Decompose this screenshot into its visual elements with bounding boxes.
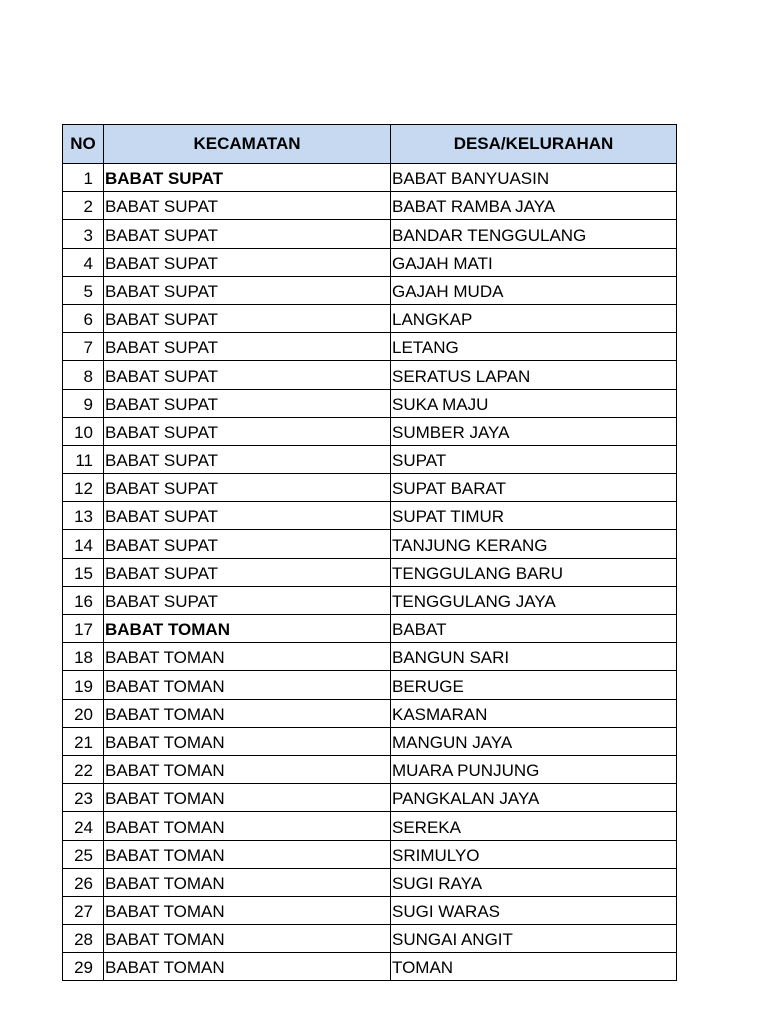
desa-cell: BERUGE [391,671,677,699]
row-number: 27 [63,896,104,924]
row-number: 10 [63,417,104,445]
table-row [63,727,677,755]
kecamatan-cell: BABAT SUPAT [104,192,391,220]
kecamatan-cell: BABAT SUPAT [104,558,391,586]
desa-cell: LANGKAP [391,304,677,332]
desa-cell: MUARA PUNJUNG [391,755,677,783]
kecamatan-cell: BABAT SUPAT [104,333,391,361]
desa-cell: SUGI WARAS [391,896,677,924]
table-row [63,389,677,417]
kecamatan-cell: BABAT TOMAN [104,615,391,643]
table-row [63,586,677,614]
row-number: 13 [63,502,104,530]
desa-cell: SRIMULYO [391,840,677,868]
table-row [63,896,677,924]
village-table [62,124,677,981]
table-row [63,445,677,473]
row-number: 2 [63,192,104,220]
table-row [63,671,677,699]
table-body [63,164,677,981]
desa-cell: BABAT [391,615,677,643]
row-number: 15 [63,558,104,586]
desa-cell: LETANG [391,333,677,361]
row-number: 14 [63,530,104,558]
kecamatan-cell: BABAT SUPAT [104,164,391,192]
table-row [63,304,677,332]
table-row [63,699,677,727]
desa-cell: SEREKA [391,812,677,840]
table-row [63,784,677,812]
desa-cell: TENGGULANG JAYA [391,586,677,614]
kecamatan-cell: BABAT TOMAN [104,925,391,953]
desa-cell: SUPAT [391,445,677,473]
row-number: 8 [63,361,104,389]
row-number: 22 [63,755,104,783]
row-number: 23 [63,784,104,812]
desa-cell: BABAT BANYUASIN [391,164,677,192]
kecamatan-cell: BABAT SUPAT [104,445,391,473]
row-number: 18 [63,643,104,671]
table-row [63,164,677,192]
kecamatan-cell: BABAT SUPAT [104,276,391,304]
table-row [63,530,677,558]
row-number: 6 [63,304,104,332]
desa-cell: PANGKALAN JAYA [391,784,677,812]
table-row [63,615,677,643]
kecamatan-cell: BABAT SUPAT [104,586,391,614]
row-number: 3 [63,220,104,248]
desa-cell: SUPAT TIMUR [391,502,677,530]
row-number: 12 [63,474,104,502]
table-row [63,248,677,276]
kecamatan-cell: BABAT TOMAN [104,784,391,812]
kecamatan-cell: BABAT TOMAN [104,727,391,755]
table-row [63,953,677,981]
table-header [63,125,677,164]
desa-cell: KASMARAN [391,699,677,727]
table-row [63,643,677,671]
kecamatan-cell: BABAT TOMAN [104,671,391,699]
table-row [63,276,677,304]
desa-cell: GAJAH MATI [391,248,677,276]
row-number: 21 [63,727,104,755]
row-number: 28 [63,925,104,953]
desa-cell: SUPAT BARAT [391,474,677,502]
kecamatan-cell: BABAT TOMAN [104,896,391,924]
kecamatan-cell: BABAT SUPAT [104,389,391,417]
table-row [63,558,677,586]
kecamatan-cell: BABAT SUPAT [104,361,391,389]
row-number: 24 [63,812,104,840]
kecamatan-cell: BABAT TOMAN [104,699,391,727]
kecamatan-cell: BABAT TOMAN [104,840,391,868]
table-row [63,474,677,502]
kecamatan-cell: BABAT SUPAT [104,304,391,332]
row-number: 29 [63,953,104,981]
kecamatan-cell: BABAT TOMAN [104,643,391,671]
table-row [63,925,677,953]
row-number: 11 [63,445,104,473]
table-row [63,868,677,896]
desa-cell: BANGUN SARI [391,643,677,671]
table-row [63,812,677,840]
kecamatan-cell: BABAT SUPAT [104,530,391,558]
kecamatan-cell: BABAT TOMAN [104,953,391,981]
row-number: 19 [63,671,104,699]
row-number: 26 [63,868,104,896]
table-row [63,361,677,389]
table-row [63,417,677,445]
row-number: 16 [63,586,104,614]
desa-cell: TANJUNG KERANG [391,530,677,558]
table-row [63,840,677,868]
table-row [63,220,677,248]
desa-cell: GAJAH MUDA [391,276,677,304]
row-number: 25 [63,840,104,868]
kecamatan-cell: BABAT SUPAT [104,220,391,248]
kecamatan-cell: BABAT TOMAN [104,812,391,840]
table-row [63,333,677,361]
desa-cell: SUGI RAYA [391,868,677,896]
row-number: 20 [63,699,104,727]
desa-cell: SUKA MAJU [391,389,677,417]
row-number: 9 [63,389,104,417]
kecamatan-cell: BABAT SUPAT [104,474,391,502]
desa-cell: SUMBER JAYA [391,417,677,445]
header-kecamatan: KECAMATAN [104,125,391,164]
row-number: 1 [63,164,104,192]
header-desa-kelurahan: DESA/KELURAHAN [391,125,677,164]
kecamatan-cell: BABAT TOMAN [104,755,391,783]
kecamatan-cell: BABAT TOMAN [104,868,391,896]
table-row [63,755,677,783]
kecamatan-cell: BABAT SUPAT [104,248,391,276]
table-row [63,502,677,530]
header-no: NO [63,125,104,164]
desa-cell: BANDAR TENGGULANG [391,220,677,248]
desa-cell: MANGUN JAYA [391,727,677,755]
row-number: 17 [63,615,104,643]
row-number: 5 [63,276,104,304]
header-row [63,125,677,164]
kecamatan-cell: BABAT SUPAT [104,417,391,445]
table-row [63,192,677,220]
desa-cell: BABAT RAMBA JAYA [391,192,677,220]
row-number: 7 [63,333,104,361]
desa-cell: SERATUS LAPAN [391,361,677,389]
row-number: 4 [63,248,104,276]
desa-cell: SUNGAI ANGIT [391,925,677,953]
kecamatan-cell: BABAT SUPAT [104,502,391,530]
desa-cell: TENGGULANG BARU [391,558,677,586]
desa-cell: TOMAN [391,953,677,981]
